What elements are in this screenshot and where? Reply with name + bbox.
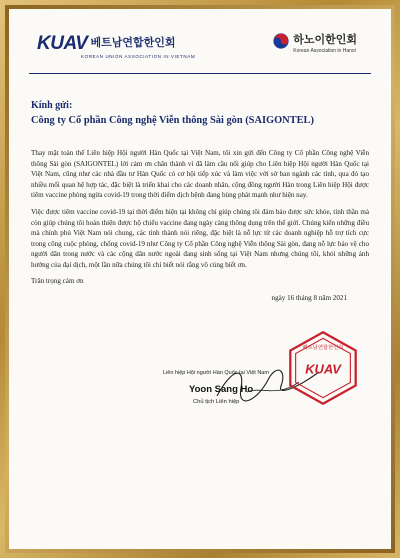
paragraph-2: Việc được tiêm vaccine covid-19 tại thời điểm hiện tại không chỉ giúp chúng tôi đảm bảo được sức khỏe, tính thần mà còn giúp chúng tôi hoàn thiện được hộ chiếu vaccine đang ngày càng thông dụng trên thế giới. Chúng kiến những điều mà chính phủ Việt Nam nói chung, các tỉnh thành nói riêng, đặc biệt là nỗ lực từ các doanh nghiệp hỗ trợ tích cực trong công cuộc phòng, chống covid-19 như Công ty Cổ phần Công nghệ Viễn thông Sài gòn, đang nỗ lực bảo vệ cho người dân trong nước và các cộng dân nước ngoài đang sinh sống tại Việt Nam nhưng chúng tôi, khỏi những ảnh hưởng của đại dịch, một lần nữa chúng tôi chỉ biết nói rằng vô cùng biết ơn.	[31, 207, 369, 269]
kuav-subtitle: KOREAN UNION ASSOCIATION IN VIETNAM	[81, 54, 196, 59]
korean-association-name: 하노이한인회	[293, 33, 357, 46]
closing-thanks: Trân trọng cảm ơn	[31, 276, 84, 285]
korean-association-logo	[273, 31, 357, 54]
letter-date: ngày 16 tháng 8 năm 2021	[271, 293, 347, 302]
greeting: Kính gửi:	[31, 100, 73, 111]
letter-paper	[9, 9, 391, 549]
taegeuk-emblem-icon	[273, 33, 289, 49]
kuav-wordmark: KUAV	[37, 33, 88, 54]
seal-ring-text: 베트남연합한인회	[302, 344, 344, 351]
signer-title: Chủ tịch Liên hiệp	[193, 398, 240, 405]
kuav-logo	[37, 33, 195, 59]
signer-organization: Liên hiệp Hội người Hàn Quốc tại Việt Nam	[163, 369, 269, 376]
seal-text: KUAV	[305, 360, 341, 376]
recipient-company: Công ty Cổ phần Công nghệ Viễn thông Sài gòn (SAIGONTEL)	[31, 115, 314, 126]
letter-header	[31, 27, 369, 71]
signer-name: Yoon Sang Ho	[189, 383, 254, 395]
paragraph-1: Thay mặt toàn thể Liên hiệp Hội người Hàn Quốc tại Việt Nam, tôi xin gửi đến Công ty Cổ phần Công nghệ Viễn thông Sài gòn (SAIGONTEL) lời cảm ơn chân thành vì đã làm cầu nối giúp cho Liên hiệp Hội người Hàn Quốc tại Việt Nam, cũng như các nhà đầu tư Hàn Quốc có cơ hội tiếp xúc và làm việc với sở ban ngành các tỉnh, qua đó tạo nhiều mối quan hệ hợp tác, đặc biệt là triển khai cho các doanh nhân, cộng đồng người Hàn trong Liên hiệp Hội được tiêm vaccine phòng ngừa covid-19 trong thời điểm dịch bệnh đang bùng phát mạnh như hiện nay.	[31, 149, 369, 200]
kuav-korean-name: 베트남연합한인회	[90, 36, 176, 49]
kuav-seal-icon	[285, 330, 361, 406]
signature-block	[31, 344, 369, 450]
korean-association-subtitle: Korean Association in Hanoi	[293, 48, 356, 54]
letter-body	[31, 148, 369, 271]
header-divider	[29, 73, 371, 74]
recipient-block	[31, 100, 369, 126]
